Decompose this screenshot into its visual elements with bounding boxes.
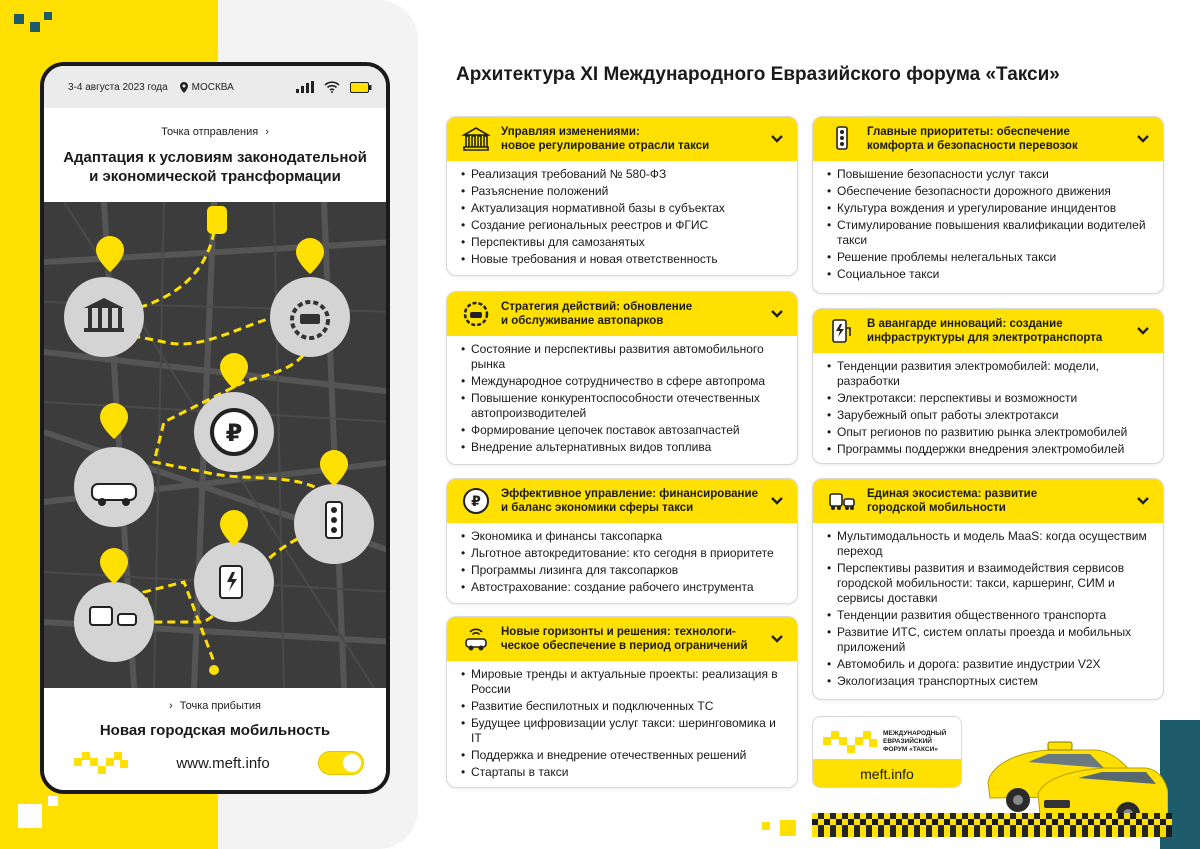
- departure-title: [44, 148, 386, 186]
- chevron-down-icon[interactable]: [1133, 129, 1153, 149]
- list-item: • Поддержка и внедрение отечественных решений: [461, 748, 787, 763]
- list-item: • Внедрение альтернативных видов топлива: [461, 440, 787, 455]
- card-innovation: [812, 308, 1164, 464]
- taxi-logo-icon: [823, 731, 877, 753]
- list-item: • Повышение безопасности услуг такси: [827, 167, 1153, 182]
- deco-square: [762, 822, 770, 830]
- svg-text:₽: ₽: [225, 419, 243, 447]
- ruble-icon: [459, 484, 493, 518]
- route-map: [44, 202, 386, 688]
- logo-text: [883, 730, 946, 754]
- status-icons: [296, 81, 372, 93]
- connected-car-icon: [459, 622, 493, 656]
- page-title: Архитектура XI Международного Евразийского форума «Такси»: [456, 64, 1060, 85]
- card-header[interactable]: [447, 617, 797, 661]
- card-title-line1: Единая экосистема: развитие: [867, 488, 1038, 500]
- list-item: • Автомобиль и дорога: развитие индустрии V2X: [827, 657, 1153, 672]
- card-title: [867, 125, 1133, 153]
- logo-line2: ЕВРАЗИЙСКИЙ: [883, 738, 932, 745]
- card-title-line2: и баланс экономики сферы такси: [501, 502, 694, 514]
- list-item: • Актуализация нормативной базы в субъектах: [461, 201, 787, 216]
- list-item: • Обеспечение безопасности дорожного движения: [827, 184, 1153, 199]
- taxi-logo-icon: [74, 752, 128, 774]
- deco-square: [780, 820, 796, 836]
- chevron-right-icon: ›: [169, 700, 173, 712]
- list-item: • Мировые тренды и актуальные проекты: реализация в России: [461, 667, 787, 697]
- departure-label-row: [44, 126, 386, 138]
- card-fleet-strategy: [446, 291, 798, 465]
- card-list: [447, 336, 797, 463]
- card-list: [813, 523, 1163, 697]
- list-item: • Опыт регионов по развитию рынка электромобилей: [827, 425, 1153, 440]
- car-service-gear-icon: [459, 297, 493, 331]
- svg-text:₽: ₽: [471, 494, 481, 510]
- deco-square: [44, 12, 52, 20]
- card-header[interactable]: [813, 117, 1163, 161]
- deco-square: [14, 14, 24, 24]
- arrival-block: [44, 688, 386, 794]
- card-list: [447, 523, 797, 603]
- card-header[interactable]: [447, 479, 797, 523]
- status-bar: [44, 66, 386, 108]
- card-title-line2: ческое обеспечение в период ограничений: [501, 640, 748, 652]
- list-item: • Автострахование: создание рабочего инструмента: [461, 580, 787, 595]
- phone-mockup: [40, 62, 390, 794]
- location-text: МОСКВА: [191, 81, 234, 93]
- list-item: • Зарубежный опыт работы электротакси: [827, 408, 1153, 423]
- list-item: • Международное сотрудничество в сфере автопрома: [461, 374, 787, 389]
- event-date: 3-4 августа 2023 года: [68, 81, 168, 93]
- list-item: • Тенденции развития общественного транспорта: [827, 608, 1153, 623]
- arrival-label: Точка прибытия: [179, 700, 261, 712]
- list-item: • Реализация требований № 580-ФЗ: [461, 167, 787, 182]
- card-title-line2: инфраструктуры для электротранспорта: [867, 332, 1103, 344]
- card-technology: [446, 616, 798, 788]
- map-graphic: [44, 202, 386, 688]
- phone-footer: [44, 739, 386, 775]
- list-item: • Формирование цепочек поставок автозапчастей: [461, 423, 787, 438]
- logo-line3: ФОРУМ «ТАКСИ»: [883, 746, 938, 753]
- card-title-line2: и обслуживание автопарков: [501, 315, 664, 327]
- wifi-icon: [324, 81, 340, 93]
- card-title: [501, 625, 767, 653]
- deco-square: [30, 22, 40, 32]
- list-item: • Повышение конкурентоспособности отечественных автопроизводителей: [461, 391, 787, 421]
- list-item: • Экологизация транспортных систем: [827, 674, 1153, 689]
- deco-square: [48, 796, 58, 806]
- chevron-down-icon[interactable]: [1133, 321, 1153, 341]
- list-item: • Тенденции развития электромобилей: модели, разработки: [827, 359, 1153, 389]
- card-title: [501, 487, 767, 515]
- forum-logo-card[interactable]: [812, 716, 962, 788]
- departure-title-line1: Адаптация к условиям законодательной: [63, 149, 367, 166]
- departure-label: Точка отправления: [161, 126, 259, 138]
- departure-block: [44, 108, 386, 202]
- signal-icon: [296, 81, 314, 93]
- list-item: • Программы лизинга для таксопарков: [461, 563, 787, 578]
- chevron-down-icon[interactable]: [767, 129, 787, 149]
- arrival-title: Новая городская мобильность: [99, 722, 331, 739]
- card-title-line2: городской мобильности: [867, 502, 1006, 514]
- card-safety: [812, 116, 1164, 294]
- website-link[interactable]: www.meft.info: [176, 754, 270, 772]
- checker-stripe: [812, 813, 1172, 837]
- card-title-line1: Управляя изменениями:: [501, 126, 640, 138]
- list-item: • Культура вождения и урегулирование инцидентов: [827, 201, 1153, 216]
- list-item: • Стимулирование повышения квалификации водителей такси: [827, 218, 1153, 248]
- chevron-down-icon[interactable]: [767, 629, 787, 649]
- list-item: • Перспективы развития и взаимодействия сервисов городской мобильности: такси, каршеринг, СИМ и сервисы доставки: [827, 561, 1153, 606]
- list-item: • Мультимодальность и модель MaaS: когда осуществим переход: [827, 529, 1153, 559]
- list-item: • Разъяснение положений: [461, 184, 787, 199]
- list-item: • Создание региональных реестров и ФГИС: [461, 218, 787, 233]
- card-finance: [446, 478, 798, 604]
- list-item: • Электротакси: перспективы и возможности: [827, 391, 1153, 406]
- city-mobility-icon: [825, 484, 859, 518]
- chevron-right-icon: ›: [265, 126, 269, 138]
- departure-title-line2: и экономической трансформации: [89, 168, 341, 185]
- list-item: • Новые требования и новая ответственность: [461, 252, 787, 267]
- card-header[interactable]: [813, 309, 1163, 353]
- card-title-line1: Эффективное управление: финансирование: [501, 488, 758, 500]
- card-title-line1: В авангарде инноваций: создание: [867, 318, 1063, 330]
- card-title: [501, 300, 767, 328]
- ev-charger-icon: [825, 314, 859, 348]
- logo-url[interactable]: meft.info: [813, 759, 961, 788]
- location-pin-icon: [180, 82, 188, 93]
- card-title-line2: комфорта и безопасности перевозок: [867, 140, 1078, 152]
- list-item: • Перспективы для самозанятых: [461, 235, 787, 250]
- card-list: [447, 161, 797, 275]
- list-item: • Экономика и финансы таксопарка: [461, 529, 787, 544]
- taxi-car-icon: [207, 206, 227, 234]
- list-item: • Развитие ИТС, систем оплаты проезда и мобильных приложений: [827, 625, 1153, 655]
- card-title-line1: Стратегия действий: обновление: [501, 301, 693, 313]
- card-title: [867, 317, 1133, 345]
- card-list: [813, 161, 1163, 290]
- chevron-down-icon[interactable]: [767, 491, 787, 511]
- arrival-label-row: [44, 700, 386, 712]
- card-header[interactable]: [447, 292, 797, 336]
- list-item: • Социальное такси: [827, 267, 1153, 282]
- card-title: [867, 487, 1133, 515]
- chevron-down-icon[interactable]: [1133, 491, 1153, 511]
- event-location: [180, 82, 234, 93]
- logo-row: [813, 717, 961, 759]
- traffic-light-icon: [825, 122, 859, 156]
- list-item: • Стартапы в такси: [461, 765, 787, 780]
- government-building-icon: [459, 122, 493, 156]
- battery-icon: [350, 82, 372, 93]
- card-ecosystem: [812, 478, 1164, 700]
- card-title-line2: новое регулирование отрасли такси: [501, 140, 710, 152]
- list-item: • Развитие беспилотных и подключенных ТС: [461, 699, 787, 714]
- list-item: • Решение проблемы нелегальных такси: [827, 250, 1153, 265]
- list-item: • Состояние и перспективы развития автомобильного рынка: [461, 342, 787, 372]
- card-list: [447, 661, 797, 788]
- card-list: [813, 353, 1163, 464]
- card-header[interactable]: [813, 479, 1163, 523]
- card-header[interactable]: [447, 117, 797, 161]
- list-item: • Льготное автокредитование: кто сегодня в приоритете: [461, 546, 787, 561]
- checker-stripe: [812, 819, 1172, 825]
- chevron-down-icon[interactable]: [767, 304, 787, 324]
- logo-line1: МЕЖДУНАРОДНЫЙ: [883, 730, 947, 737]
- card-title-line1: Новые горизонты и решения: технологи-: [501, 626, 736, 638]
- toggle-switch[interactable]: [318, 751, 364, 775]
- deco-square: [18, 804, 42, 828]
- card-title-line1: Главные приоритеты: обеспечение: [867, 126, 1070, 138]
- card-regulation: [446, 116, 798, 276]
- list-item: • Программы поддержки внедрения электромобилей: [827, 442, 1153, 457]
- list-item: • Будущее цифровизации услуг такси: шеринговомика и IT: [461, 716, 787, 746]
- taxi-cars-illustration: [978, 722, 1168, 822]
- card-title: [501, 125, 767, 153]
